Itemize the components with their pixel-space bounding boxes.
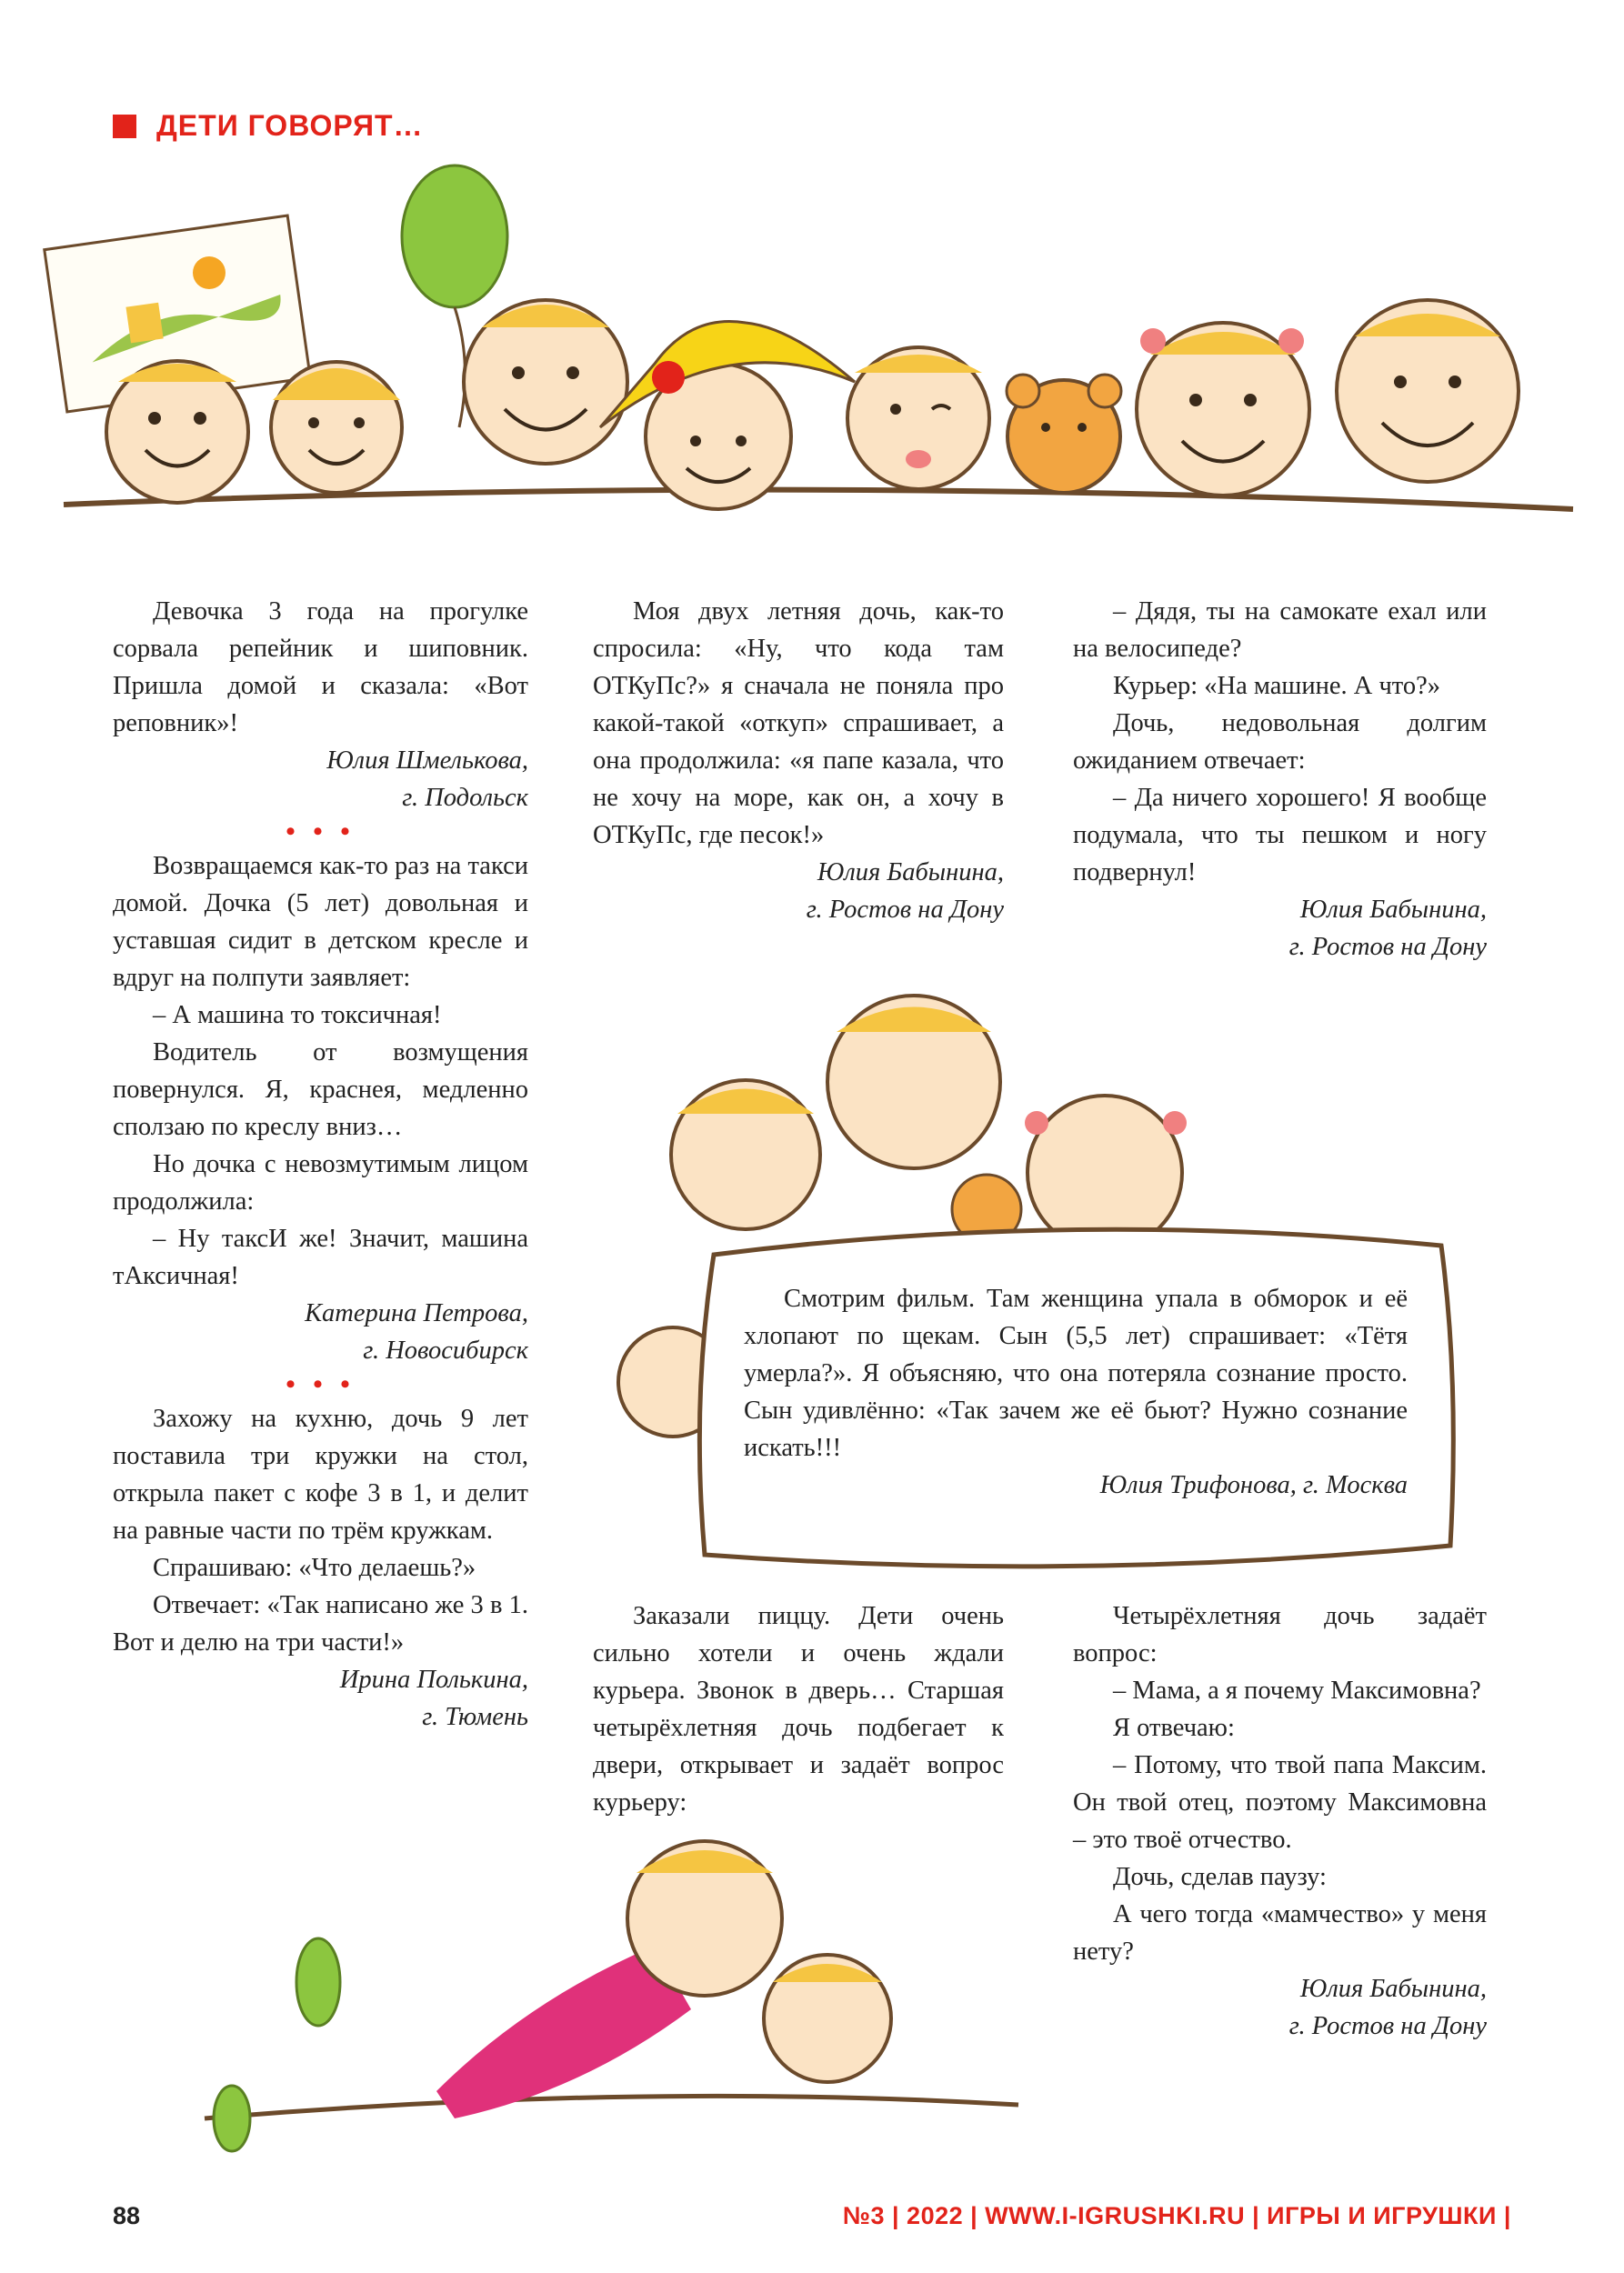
story-paragraph: Отвечает: «Так написано же 3 в 1. Вот и делю на три части!» [113, 1591, 528, 1657]
story-paragraph: Возвращаемся как-то раз на такси домой. Дочка (5 лет) довольная и уставшая сидит в детском кресле и вдруг на полпути заявляет: [113, 852, 528, 992]
signature-city: г. Тюмень [422, 1703, 528, 1731]
signature-city: г. Подольск [402, 784, 528, 812]
child-face-right [1337, 300, 1519, 482]
footer-issue-info: №3 | 2022 | WWW.I-IGRUSHKI.RU | ИГРЫ И ИГРУШКИ | [842, 2202, 1511, 2229]
story-paragraph: – Ну таксИ же! Значит, машина тАксичная! [113, 1225, 528, 1290]
children-group-bottom [205, 1841, 1018, 2151]
signature-name: Юлия Шмелькова, [326, 746, 528, 775]
child-face-2 [271, 362, 402, 493]
story-paragraph: Но дочка с невозмутимым лицом продолжила: [113, 1150, 528, 1216]
story-paragraph: Я отвечаю: [1113, 1714, 1235, 1742]
child-face-hat [600, 321, 855, 509]
story-paragraph: – А машина то токсичная! [153, 1001, 442, 1029]
separator-dots: • • • [286, 816, 356, 846]
page-number: 88 [113, 2202, 141, 2229]
column-1 [113, 593, 528, 1736]
story-paragraph: Четырёхлетняя дочь задаёт вопрос: [1073, 1602, 1487, 1667]
child-face-1 [106, 361, 248, 503]
section-title: ДЕТИ ГОВОРЯТ… [156, 109, 424, 142]
story-paragraph: Девочка 3 года на прогулке сорвала репейник и шиповник. Пришла домой и сказала: «Вот реповник»! [113, 597, 528, 737]
children-row-top [106, 300, 1519, 509]
story-paragraph: – Дядя, ты на самокате ехал или на велосипеде? [1073, 597, 1487, 663]
story-paragraph: – Потому, что твой папа Максим. Он твой отец, поэтому Максимовна – это твоё отчество. [1073, 1751, 1487, 1854]
story-paragraph: Спрашиваю: «Что делаешь?» [153, 1554, 476, 1582]
column-3 [1073, 593, 1487, 966]
story-paragraph: Дочь, сделав паузу: [1113, 1863, 1327, 1891]
signature-city: г. Ростов на Дону [1288, 933, 1487, 961]
signature-city: г. Ростов на Дону [806, 896, 1004, 924]
signature-name: Юлия Бабынина, [817, 858, 1004, 886]
story-paragraph: А чего тогда «мамчество» у меня нету? [1073, 1900, 1487, 1966]
column-4 [593, 1597, 1004, 1821]
bubble-story [744, 1280, 1408, 1504]
signature-name: Юлия Бабынина, [1299, 896, 1487, 924]
story-paragraph: Курьер: «На машине. А что?» [1113, 672, 1441, 700]
story-paragraph: Дочь, недовольная долгим ожиданием отвечает: [1073, 709, 1487, 775]
child-face-3 [464, 300, 627, 464]
signature-name: Ирина Полькина, [339, 1666, 528, 1694]
story-paragraph: Моя двух летняя дочь, как-то спросила: «Ну, что кода там ОТКуПс?» я сначала не поняла про какой-такой «откуп» спрашивает, а она продолжила: «я папе казала, что не хочу на море, как он, а хочу в ОТКуПс, где песок!» [593, 597, 1004, 849]
story-paragraph: Смотрим фильм. Там женщина упала в обморок и её хлопают по щекам. Сын (5,5 лет) спрашивает: «Тётя умерла?». Я объясняю, что она потеряла сознание просто. Сын удивлённо: «Так зачем же её бьют? Нужно сознание искать!!! [744, 1285, 1408, 1462]
story-paragraph: Водитель от возмущения повернулся. Я, краснея, медленно сползаю по креслу вниз… [113, 1038, 528, 1141]
signature: Юлия Трифонова, г. Москва [1099, 1471, 1408, 1499]
signature-city: г. Новосибирск [363, 1337, 528, 1365]
fence-line-top [64, 490, 1573, 509]
story-paragraph: Заказали пиццу. Дети очень сильно хотели и очень ждали курьера. Звонок в дверь… Старшая четырёхлетняя дочь подбегает к двери, открывает и задаёт вопрос курьеру: [593, 1602, 1004, 1817]
column-5 [1073, 1597, 1487, 2045]
child-face-wink [847, 347, 989, 489]
signature-city: г. Ростов на Дону [1288, 2012, 1487, 2040]
story-paragraph: – Мама, а я почему Максимовна? [1113, 1677, 1481, 1705]
teddy-bear [1007, 375, 1121, 493]
story-paragraph: – Да ничего хорошего! Я вообще подумала, что ты пешком и ногу подвернул! [1073, 784, 1487, 886]
signature-name: Катерина Петрова, [305, 1299, 528, 1327]
column-2 [593, 593, 1004, 928]
signature-name: Юлия Бабынина, [1299, 1975, 1487, 2003]
child-face-pigtails [1137, 323, 1309, 496]
separator-dots: • • • [286, 1369, 356, 1399]
story-paragraph: Захожу на кухню, дочь 9 лет поставила три кружки на стол, открыла пакет с кофе 3 в 1, и делит на равные части по трём кружкам. [113, 1405, 528, 1545]
